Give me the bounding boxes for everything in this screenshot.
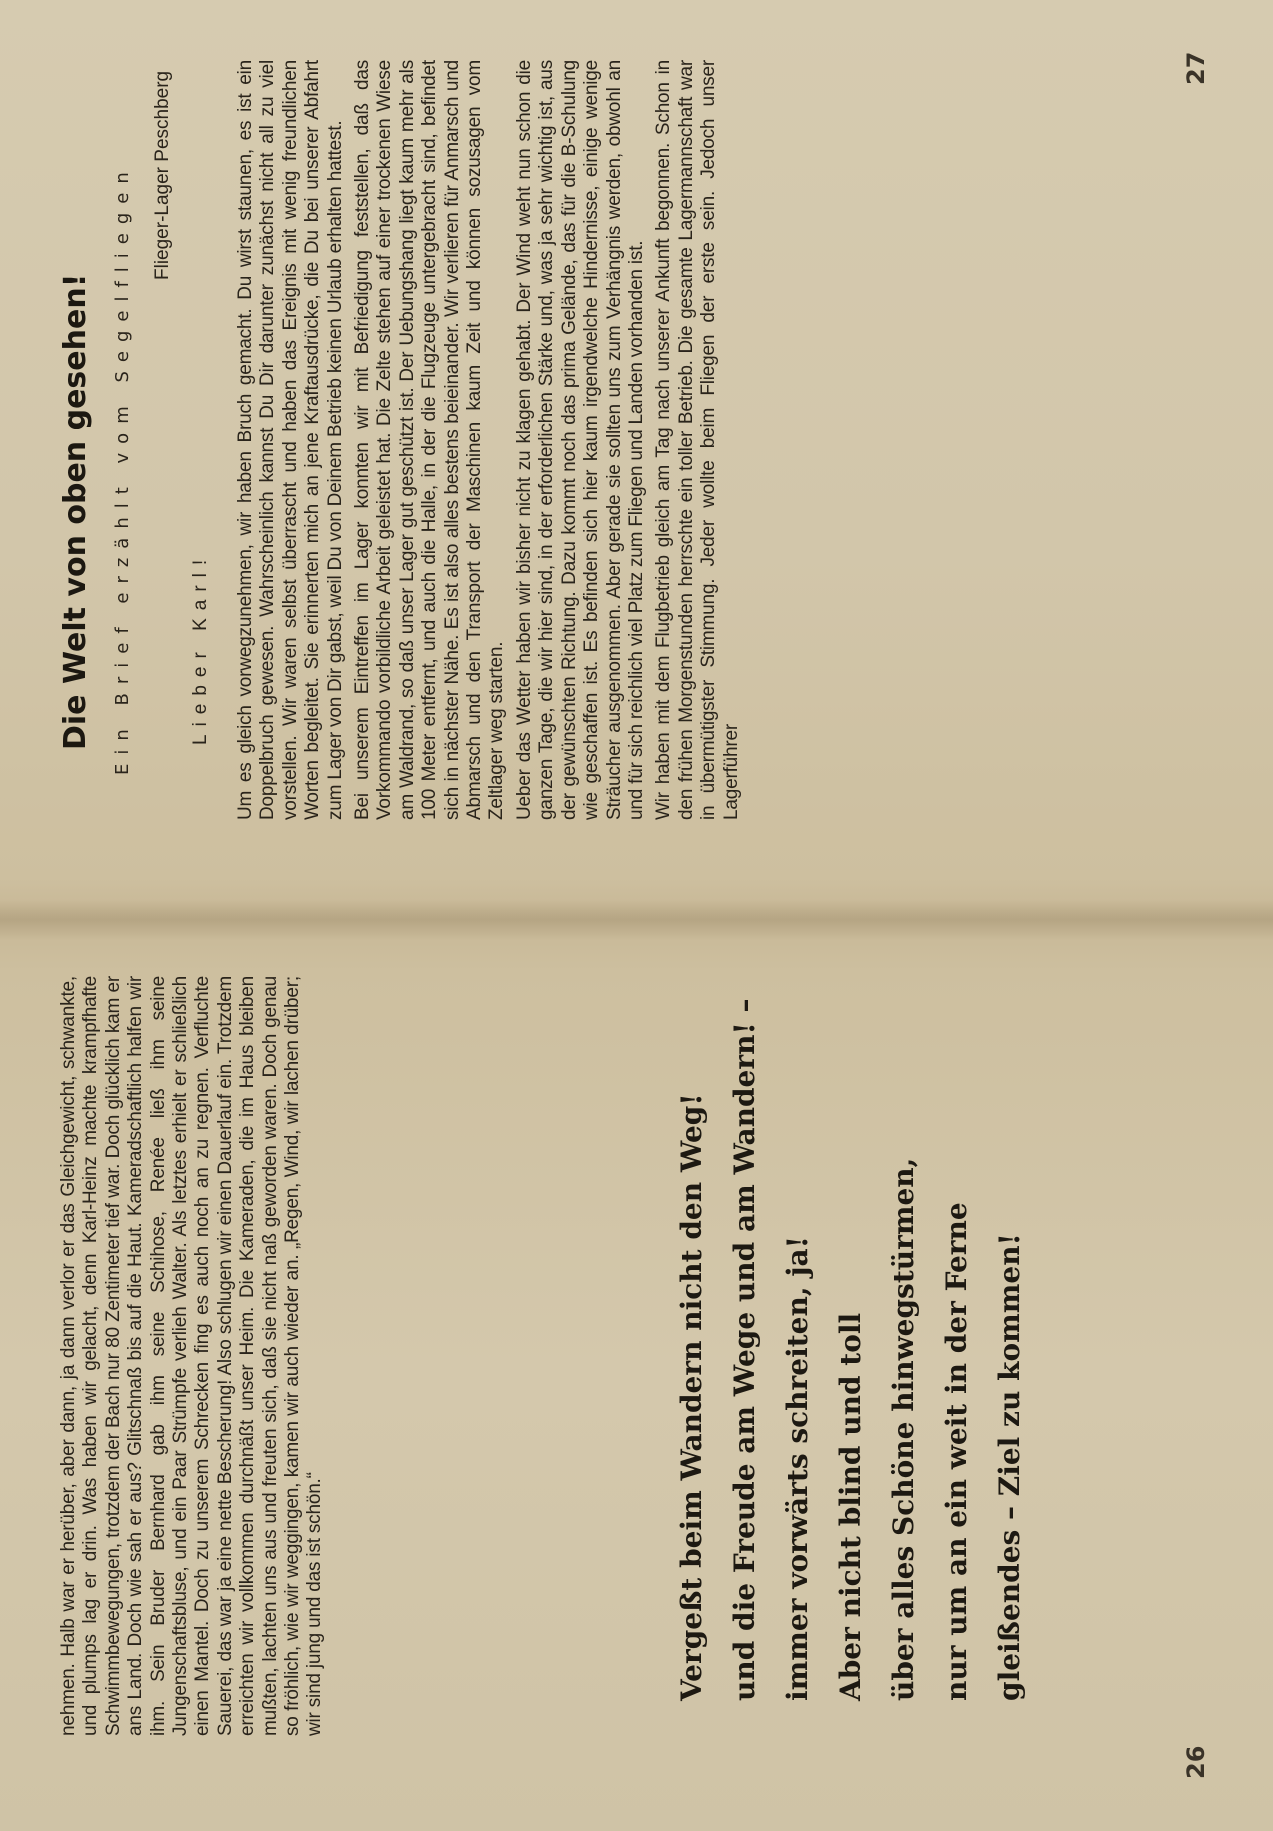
poem <box>665 941 1036 1701</box>
page-number: 26 <box>1182 1745 1210 1779</box>
poem-line-7: gleißendes – Ziel zu kommen! <box>993 1233 1026 1701</box>
poem-line-3: immer vorwärts schreiten, ja! <box>781 1236 814 1701</box>
poem-line-6: nur um an ein weit in der Ferne <box>940 1202 973 1701</box>
page-27-paragraph-2: Bei unserem Eintreffen im Lager konnten wir mit Befriedigung feststellen, daß das Vorkommando vorbildliche Arbeit geleistet hat. Die Zelte stehen auf einer trockenen Wiese am Waldrand, so daß unser Lager gut geschützt ist. Der Uebungshang liegt kaum mehr als 100 Meter entfernt, und auch die Halle, in der die Flugzeuge untergebracht sind, befindet sich in nächster Nähe. Es ist also alles bestens beieinander. Wir verlieren für Anmarsch und Abmarsch und den Transport der Maschinen kaum Zeit und können sozusagen vom Zeltlager weg starten. <box>352 60 508 820</box>
page-27-paragraph-3: Ueber das Wetter haben wir bisher nicht zu klagen gehabt. Der Wind weht nun schon die ganzen Tage, die wir hier sind, in der erforderlichen Stärke und, was ja sehr wichtig ist, aus der gewünschten Richtung. Dazu kommt noch das prima Gelände, das für die B-Schulung wie geschaffen ist. Es befinden sich hier kaum irgendwelche Hindernisse, einige wenige Sträucher ausgenommen. Aber gerade sie sollten uns zum Verhängnis werden, obwohl an und für sich reichlich viel Platz zum Fliegen und Landen vorhanden ist. <box>513 60 647 820</box>
page-26-paragraph-1: nehmen. Halb war er herüber, aber dann, ja dann verlor er das Gleichgewicht, schwankte, und plumps lag er drin. Was haben wir gelacht, denn Karl-Heinz machte krampfhafte Schwimmbewegungen, trotzdem der Bach nur 80 Zentimeter tief war. Doch glücklich kam er ans Land. Doch wie sah er aus? Glitschnaß bis auf die Haut. Kameradschaftlich halfen wir ihm. Sein Bruder Bernhard gab ihm seine Schihose, Renée ließ ihm seine Jungenschaftsbluse, und ein Paar Strümpfe verlieh Walter. Als letztes erhielt er schließlich einen Mantel. Doch zu unserem Schrecken fing es auch noch an zu regnen. Verfluchte Sauerei, das war ja eine nette Bescherung! Also schlugen wir einen Dauerlauf ein. Trotzdem erreichten wir vollkommen durchnäßt unser Heim. Die Kameraden, die im Haus bleiben mußten, lachten uns aus und freuten sich, daß sie nicht naß geworden waren. Doch genau so fröhlich, wie wir weggingen, kamen wir auch wieder an. „Regen, Wind, wir lachen drüber; wir sind jung und das ist schön.“ <box>58 976 326 1736</box>
page-26-text-column <box>58 976 332 1736</box>
poem-line-4: Aber nicht blind und toll <box>834 1312 867 1701</box>
article-subtitle: Ein Brief erzählt vom Segelfliegen <box>112 163 133 775</box>
letter-salutation: Lieber Karl! <box>190 551 211 745</box>
page-27 <box>0 0 1273 915</box>
page-27-text-column <box>235 60 748 820</box>
page-27-paragraph-4: Wir haben mit dem Flugbetrieb gleich am Tag nach unserer Ankunft begonnen. Schon in den frühen Morgenstunden herrschte ein toller Betrieb. Die gesamte Lagermannschaft war in übermütigster Stimmung. Jeder wollte beim Fliegen der erste sein. Jedoch unser Lagerführer <box>653 60 742 820</box>
poem-line-1: Vergeßt beim Wandern nicht den Weg! <box>675 1093 708 1701</box>
article-byline: Flieger-Lager Peschberg <box>152 70 173 280</box>
poem-line-5: über alles Schöne hinwegstürmen, <box>887 1157 920 1701</box>
page-27-paragraph-1: Um es gleich vorwegzunehmen, wir haben Bruch gemacht. Du wirst staunen, es ist ein Doppelbruch gewesen. Wahrscheinlich kannst Du Dir darunter zunächst nicht all zu viel vorstellen. Wir waren selbst überrascht und haben das Ereignis mit wenig freundlichen Worten begleitet. Sie erinnerten mich an jene Kraftausdrücke, die Du bei unserer Abfahrt zum Lager von Dir gabst, weil Du von Deinem Betrieb keinen Urlaub erhalten hattest. <box>235 60 346 820</box>
page-26 <box>0 916 1273 1831</box>
poem-line-2: und die Freude am Wege und am Wandern! – <box>728 998 761 1701</box>
page-number: 27 <box>1182 51 1210 85</box>
article-title: Die Welt von oben gesehen! <box>58 273 93 750</box>
